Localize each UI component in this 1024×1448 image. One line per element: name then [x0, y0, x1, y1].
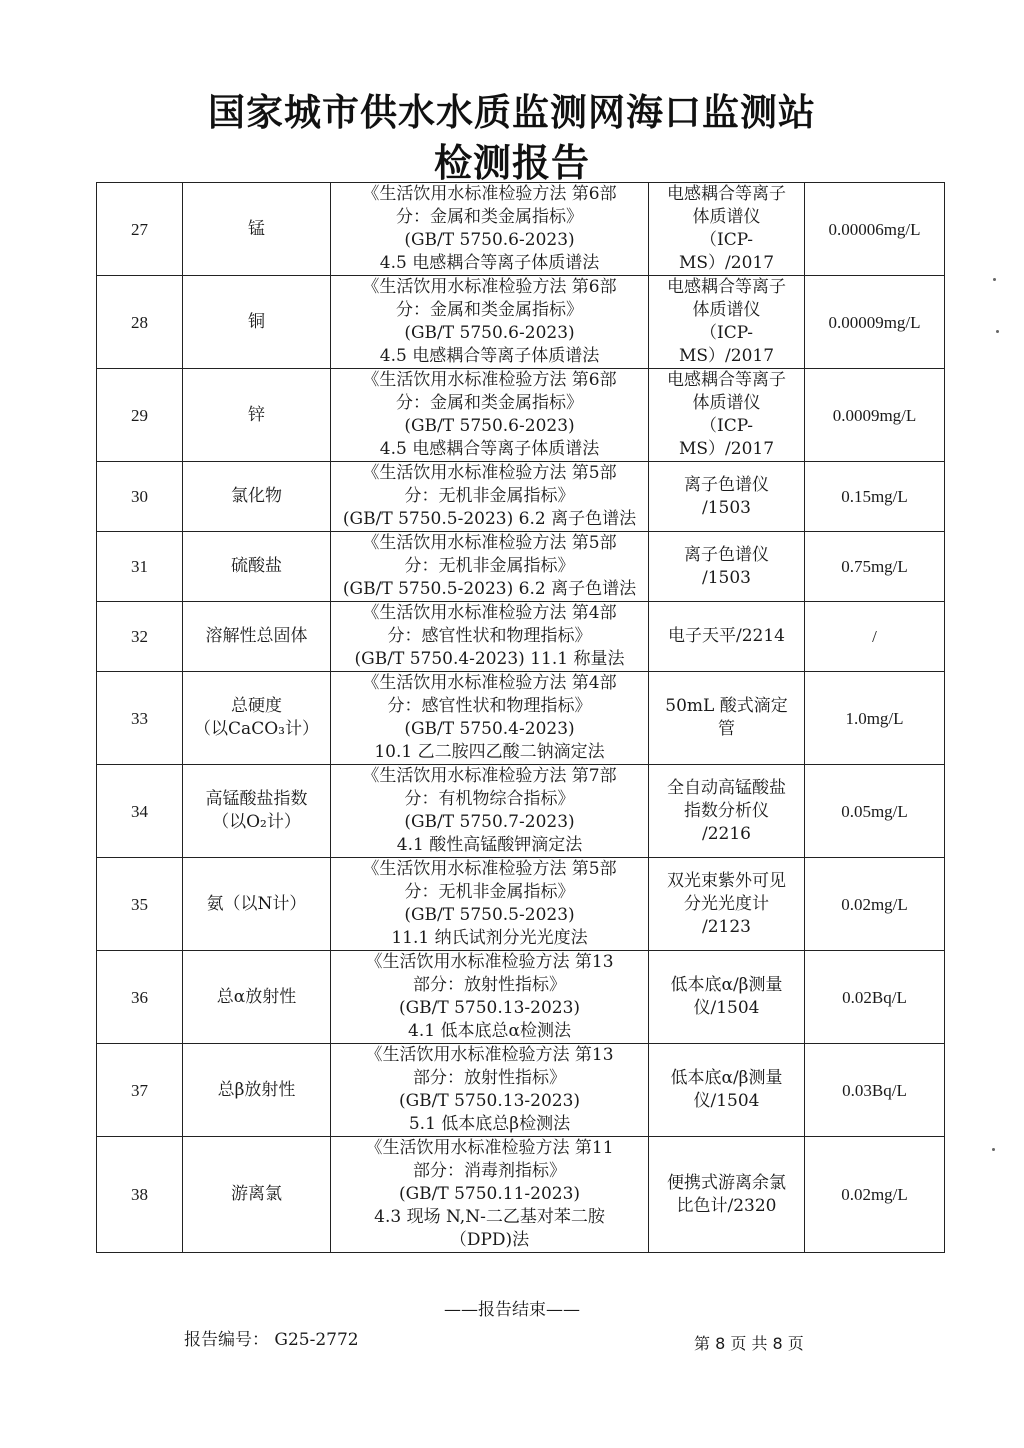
cell-line: 4.1 酸性高锰酸钾滴定法 — [396, 835, 583, 855]
instrument-cell — [649, 672, 805, 765]
detection-limit-cell: 0.02mg/L — [805, 858, 945, 951]
test-item-cell — [183, 532, 331, 602]
cell-line: (GB/T 5750.4-2023) 11.1 称量法 — [354, 649, 625, 669]
cell-line: 分：有机物综合指标》 — [404, 789, 575, 809]
cell-line: 游离氯 — [231, 1184, 282, 1204]
cell-line: (GB/T 5750.5-2023) — [404, 905, 575, 925]
row-number-cell: 30 — [97, 462, 183, 532]
table-row — [97, 183, 945, 276]
cell-line: /1503 — [702, 497, 751, 518]
table-row — [97, 858, 945, 951]
cell-line: 《生活饮用水标准检验方法 第4部 — [362, 603, 617, 623]
cell-line: (GB/T 5750.6-2023) — [404, 323, 575, 343]
cell-line: 《生活饮用水标准检验方法 第4部 — [362, 673, 617, 693]
cell-line: (GB/T 5750.11-2023) — [398, 1184, 581, 1204]
cell-line: /2216 — [702, 823, 751, 844]
detection-limit-cell: 0.15mg/L — [805, 462, 945, 532]
detection-limit-cell: 0.02Bq/L — [805, 951, 945, 1044]
cell-line: 仪/1504 — [693, 998, 760, 1018]
test-method-cell — [331, 858, 649, 951]
cell-line: 全自动高锰酸盐 — [667, 777, 786, 798]
cell-line: 分：金属和类金属指标》 — [396, 300, 583, 320]
cell-line: 4.1 低本底总α检测法 — [408, 1021, 571, 1041]
cell-line: (GB/T 5750.4-2023) — [404, 719, 575, 739]
cell-line: 仪/1504 — [693, 1091, 760, 1111]
cell-line: 分：金属和类金属指标》 — [396, 207, 583, 227]
cell-line: (GB/T 5750.7-2023) — [404, 812, 575, 832]
cell-line: 4.3 现场 N,N-二乙基对苯二胺 — [374, 1207, 605, 1227]
cell-line: （ICP-MS）/2017 — [678, 416, 775, 459]
scan-speck — [993, 278, 996, 281]
detection-limit-cell: 0.00009mg/L — [805, 276, 945, 369]
cell-line: 分：无机非金属指标》 — [404, 486, 575, 506]
cell-line: (GB/T 5750.5-2023) 6.2 离子色谱法 — [342, 509, 637, 529]
row-number-cell: 33 — [97, 672, 183, 765]
cell-line: (GB/T 5750.13-2023) — [398, 1091, 581, 1111]
cell-line: 部分：放射性指标》 — [413, 1068, 566, 1088]
cell-line: 《生活饮用水标准检验方法 第6部 — [362, 277, 617, 297]
cell-line: 部分：消毒剂指标》 — [413, 1161, 566, 1181]
test-item-cell — [183, 672, 331, 765]
cell-line: 部分：放射性指标》 — [413, 975, 566, 995]
cell-line: 10.1 乙二胺四乙酸二钠滴定法 — [374, 742, 605, 762]
test-method-cell — [331, 369, 649, 462]
row-number-cell: 35 — [97, 858, 183, 951]
test-method-cell — [331, 672, 649, 765]
row-number-cell: 38 — [97, 1137, 183, 1253]
cell-line: 《生活饮用水标准检验方法 第7部 — [362, 766, 617, 786]
instrument-cell — [649, 602, 805, 672]
cell-line: 氯化物 — [231, 486, 282, 506]
cell-line: 氨（以N计） — [206, 893, 307, 914]
detection-limit-cell: 0.0009mg/L — [805, 369, 945, 462]
cell-line: （DPD)法 — [449, 1230, 530, 1250]
cell-line: (GB/T 5750.13-2023) — [398, 998, 581, 1018]
test-method-cell — [331, 462, 649, 532]
test-item-cell — [183, 462, 331, 532]
table-row — [97, 369, 945, 462]
test-item-cell — [183, 765, 331, 858]
report-title: 检测报告 — [433, 141, 590, 185]
instrument-cell — [649, 765, 805, 858]
row-number-cell: 34 — [97, 765, 183, 858]
cell-line: 体质谱仪 — [692, 393, 761, 413]
cell-line: /2123 — [702, 916, 751, 937]
instrument-cell — [649, 369, 805, 462]
detection-limit-cell: 0.75mg/L — [805, 532, 945, 602]
cell-line: 体质谱仪 — [692, 207, 761, 227]
table-row — [97, 1044, 945, 1137]
cell-line: 电感耦合等离子 — [667, 277, 786, 297]
table-row — [97, 532, 945, 602]
row-number-cell: 27 — [97, 183, 183, 276]
cell-line: 总β放射性 — [217, 1079, 296, 1100]
detection-limit-cell: / — [805, 602, 945, 672]
cell-line: 电感耦合等离子 — [667, 184, 786, 204]
cell-line: 体质谱仪 — [692, 300, 761, 320]
cell-line: 锰 — [248, 218, 265, 239]
detection-limit-cell: 0.05mg/L — [805, 765, 945, 858]
test-method-cell — [331, 765, 649, 858]
cell-line: 指数分析仪 — [684, 800, 769, 821]
cell-line: 《生活饮用水标准检验方法 第5部 — [362, 463, 617, 483]
row-number-cell: 28 — [97, 276, 183, 369]
cell-line: （ICP-MS）/2017 — [678, 323, 775, 366]
detection-limit-cell: 0.03Bq/L — [805, 1044, 945, 1137]
cell-line: 锌 — [248, 404, 265, 425]
cell-line: 分：金属和类金属指标》 — [396, 393, 583, 413]
row-number-cell: 29 — [97, 369, 183, 462]
table-row — [97, 602, 945, 672]
test-item-cell — [183, 276, 331, 369]
detection-limit-cell: 1.0mg/L — [805, 672, 945, 765]
cell-line: 比色计/2320 — [676, 1195, 777, 1216]
cell-line: 50mL 酸式滴定 — [665, 696, 788, 716]
row-number-cell: 31 — [97, 532, 183, 602]
cell-line: 4.5 电感耦合等离子体质谱法 — [379, 439, 600, 459]
table-body — [97, 183, 945, 1253]
table-row — [97, 672, 945, 765]
report-end-marker: ——报告结束—— — [444, 1300, 580, 1320]
cell-line: 4.5 电感耦合等离子体质谱法 — [379, 346, 600, 366]
instrument-cell — [649, 276, 805, 369]
test-item-cell — [183, 1137, 331, 1253]
cell-line: 溶解性总固体 — [205, 626, 308, 646]
instrument-cell — [649, 858, 805, 951]
test-method-cell — [331, 602, 649, 672]
cell-line: 铜 — [248, 311, 265, 332]
test-method-cell — [331, 1137, 649, 1253]
cell-line: 《生活饮用水标准检验方法 第5部 — [362, 533, 617, 553]
report-org-title: 国家城市供水水质监测网海口监测站 — [208, 91, 816, 134]
test-method-cell — [331, 1044, 649, 1137]
cell-line: 5.1 低本底总β检测法 — [408, 1114, 571, 1134]
test-item-cell — [183, 602, 331, 672]
cell-line: /1503 — [702, 567, 751, 588]
test-item-cell — [183, 369, 331, 462]
report-number: 报告编号： G25-2772 — [184, 1330, 359, 1350]
cell-line: 分：感官性状和物理指标》 — [387, 626, 592, 646]
table-row — [97, 462, 945, 532]
test-methods-table — [96, 182, 945, 1253]
scan-speck — [996, 330, 999, 333]
cell-line: （以O₂计） — [212, 812, 301, 832]
cell-line: 《生活饮用水标准检验方法 第6部 — [362, 370, 617, 390]
cell-line: 便携式游离余氯 — [667, 1172, 786, 1193]
test-method-cell — [331, 183, 649, 276]
table-row — [97, 951, 945, 1044]
cell-line: 高锰酸盐指数 — [205, 789, 308, 809]
cell-line: 硫酸盐 — [231, 556, 282, 576]
test-method-cell — [331, 532, 649, 602]
cell-line: 《生活饮用水标准检验方法 第11 — [365, 1138, 614, 1158]
table-row — [97, 1137, 945, 1253]
instrument-cell — [649, 1044, 805, 1137]
test-method-cell — [331, 276, 649, 369]
row-number-cell: 32 — [97, 602, 183, 672]
test-method-cell — [331, 951, 649, 1044]
detection-limit-cell: 0.02mg/L — [805, 1137, 945, 1253]
cell-line: 总硬度 — [231, 696, 282, 716]
cell-line: 总α放射性 — [216, 986, 297, 1007]
cell-line: 低本底α/β测量 — [670, 975, 783, 995]
cell-line: 分：感官性状和物理指标》 — [387, 696, 592, 716]
cell-line: 《生活饮用水标准检验方法 第5部 — [362, 859, 617, 879]
cell-line: 4.5 电感耦合等离子体质谱法 — [379, 253, 600, 273]
test-item-cell — [183, 858, 331, 951]
instrument-cell — [649, 951, 805, 1044]
detection-limit-cell: 0.00006mg/L — [805, 183, 945, 276]
cell-line: (GB/T 5750.6-2023) — [404, 230, 575, 250]
cell-line: 管 — [718, 719, 735, 739]
cell-line: (GB/T 5750.6-2023) — [404, 416, 575, 436]
cell-line: 《生活饮用水标准检验方法 第13 — [365, 952, 614, 972]
cell-line: (GB/T 5750.5-2023) 6.2 离子色谱法 — [342, 579, 637, 599]
table-row — [97, 765, 945, 858]
test-item-cell — [183, 951, 331, 1044]
cell-line: 11.1 纳氏试剂分光光度法 — [391, 928, 588, 948]
instrument-cell — [649, 183, 805, 276]
test-item-cell — [183, 183, 331, 276]
cell-line: 分光光度计 — [684, 893, 769, 914]
scan-speck — [992, 1148, 995, 1151]
cell-line: 分：无机非金属指标》 — [404, 882, 575, 902]
test-item-cell — [183, 1044, 331, 1137]
instrument-cell — [649, 1137, 805, 1253]
cell-line: 离子色谱仪 — [684, 474, 769, 495]
instrument-cell — [649, 532, 805, 602]
row-number-cell: 37 — [97, 1044, 183, 1137]
page-number: 第 8 页 共 8 页 — [694, 1334, 804, 1353]
cell-line: 《生活饮用水标准检验方法 第6部 — [362, 184, 617, 204]
cell-line: （ICP-MS）/2017 — [678, 230, 775, 273]
cell-line: 低本底α/β测量 — [670, 1068, 783, 1088]
cell-line: （以CaCO₃计） — [194, 719, 319, 739]
cell-line: 离子色谱仪 — [684, 544, 769, 565]
cell-line: 《生活饮用水标准检验方法 第13 — [365, 1045, 614, 1065]
cell-line: 电感耦合等离子 — [667, 370, 786, 390]
cell-line: 分：无机非金属指标》 — [404, 556, 575, 576]
cell-line: 电子天平/2214 — [668, 626, 785, 646]
instrument-cell — [649, 462, 805, 532]
cell-line: 双光束紫外可见 — [667, 870, 786, 891]
row-number-cell: 36 — [97, 951, 183, 1044]
table-row — [97, 276, 945, 369]
